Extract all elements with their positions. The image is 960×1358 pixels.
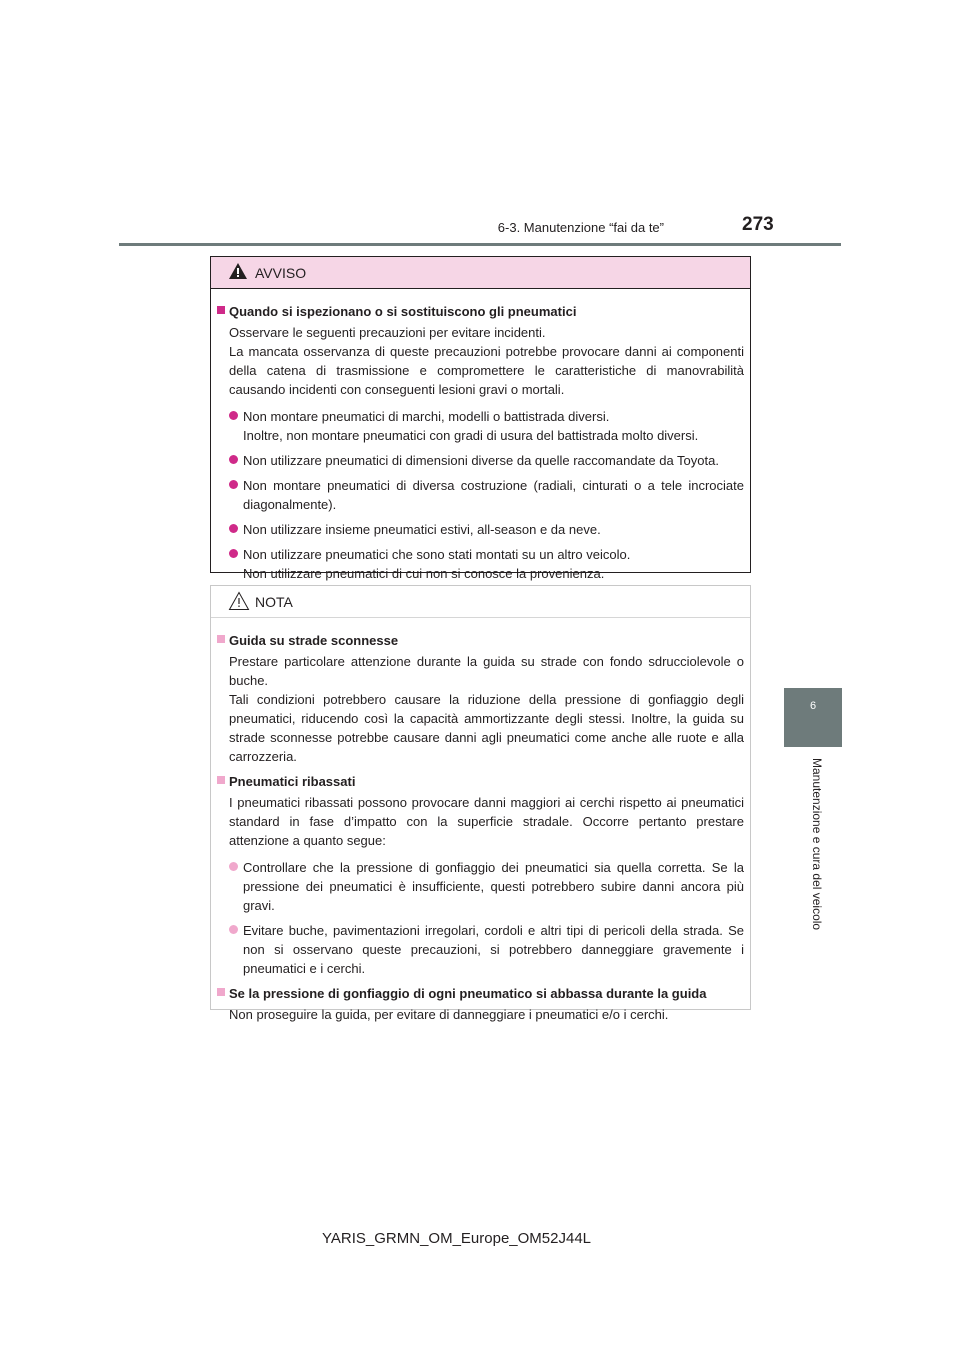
list-item-text: Non montare pneumatici di marchi, modelli o battistrada diversi. [243,409,610,424]
circle-bullet-icon [229,549,238,558]
circle-bullet-icon [229,524,238,533]
warning-box-body [211,289,750,583]
circle-bullet-icon [229,480,238,489]
square-bullet-icon [217,776,225,784]
section-title [217,302,744,321]
section-title-text: Guida su strade sconnesse [229,633,399,648]
note-box [210,585,751,1022]
list-item-text: Evitare buche, pavimentazioni irregolari, cordoli e altri tipi di pericoli della strada. Se non si osservano queste precauzioni, si potrebbero danneggiare gravemente i pneumatici e i cerchi. [243,923,744,976]
list-item [217,520,744,539]
list-item [217,407,744,445]
square-bullet-icon [217,306,225,314]
page-number: 273 [742,214,774,235]
list-item-text: Non utilizzare pneumatici che sono stati montati su un altro veicolo. [243,547,631,562]
note-box-body [211,618,750,1024]
note-label: NOTA [255,594,293,610]
paragraph: Prestare particolare attenzione durante la guida su strade con fondo sdrucciolevole o buche. [229,654,744,688]
chapter-tab [784,688,842,747]
paragraph: Non proseguire la guida, per evitare di danneggiare i pneumatici e/o i cerchi. [229,1007,669,1022]
list-item [217,545,744,583]
list-item [217,858,744,915]
circle-bullet-icon [229,862,238,871]
warning-label: AVVISO [255,265,307,281]
list-item-text: Non utilizzare pneumatici di cui non si conosce la provenienza. [243,566,605,581]
list-item-text: Non montare pneumatici di diversa costruzione (radiali, cinturati o a tele incrociate diagonalmente). [243,478,744,512]
note-box-header [211,586,750,618]
paragraph: Tali condizioni potrebbero causare la riduzione della pressione di gonfiaggio degli pneumatici, riducendo così la capacità ammortizzante degli stessi. Inoltre, la guida su strade sconnesse potrebbe causare danni agli pneumatici come anche alle ruote e alla carrozzeria. [229,692,744,764]
circle-bullet-icon [229,411,238,420]
list-item-text: Controllare che la pressione di gonfiaggio dei pneumatici sia quella corretta. Se la pressione dei pneumatici è insufficiente, questi potrebbero subire danni ancora più gravi. [243,860,744,913]
chapter-caption: Manutenzione e cura del veicolo [810,758,824,931]
square-bullet-icon [217,988,225,996]
list-item [217,921,744,978]
chapter-tab-number: 6 [809,700,817,712]
section-title [217,631,744,650]
paragraph: Osservare le seguenti precauzioni per evitare incidenti. [229,325,546,340]
paragraph: I pneumatici ribassati possono provocare danni maggiori ai cerchi rispetto ai pneumatici standard in fase d’impatto con la superficie stradale. Occorre pertanto prestare attenzione a quanto segue: [229,795,744,848]
caution-triangle-icon [228,591,250,614]
list-item [217,476,744,514]
warning-box [210,256,751,581]
circle-bullet-icon [229,455,238,464]
paragraph: La mancata osservanza di queste precauzioni potrebbe provocare danni ai componenti della catena di trasmissione e compromettere le caratteristiche di manovrabilità causando incidenti con conseguenti lesioni gravi o mortali. [229,344,744,397]
document-id: YARIS_GRMN_OM_Europe_OM52J44L [322,1230,592,1247]
section-title-text: Se la pressione di gonfiaggio di ogni pneumatico si abbassa durante la guida [229,986,707,1001]
circle-bullet-icon [229,925,238,934]
warning-triangle-icon [228,262,248,283]
list-item-text: Inoltre, non montare pneumatici con gradi di usura del battistrada molto diversi. [243,428,699,443]
list-item-text: Non utilizzare insieme pneumatici estivi, all-season e da neve. [243,522,601,537]
warning-box-header [211,257,750,289]
list-item [217,451,744,470]
running-header-section: 6-3. Manutenzione “fai da te” [497,220,664,235]
header-divider [119,243,841,246]
section-title [217,984,744,1003]
section-title [217,772,744,791]
square-bullet-icon [217,635,225,643]
section-title-text: Quando si ispezionano o si sostituiscono gli pneumatici [229,304,577,319]
list-item-text: Non utilizzare pneumatici di dimensioni diverse da quelle raccomandate da Toyota. [243,453,719,468]
section-title-text: Pneumatici ribassati [229,774,356,789]
